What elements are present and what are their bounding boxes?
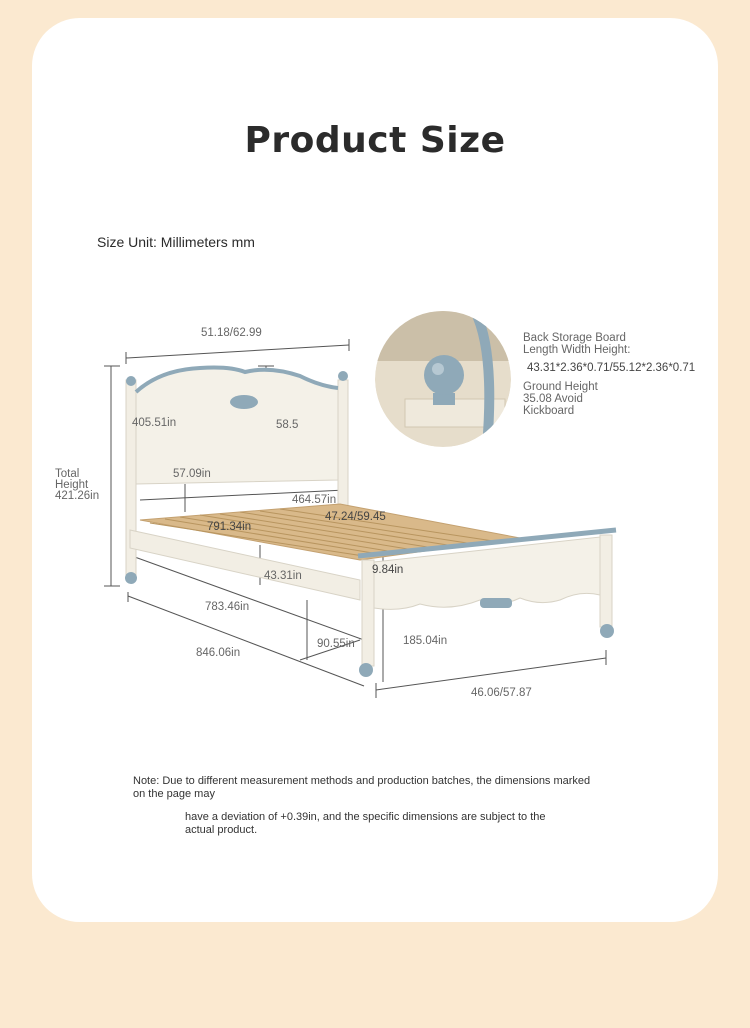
note-line-2: have a deviation of +0.39in, and the specific dimensions are subject to the actual product. (185, 811, 546, 836)
footboard-height-label: 185.04in (403, 635, 448, 647)
foot-height-label: 90.55in (317, 638, 355, 650)
storage-board-values: 43.31*2.36*0.71/55.12*2.36*0.71 (527, 362, 696, 374)
storage-board-title: Back Storage Board Length Width Height: (523, 332, 631, 356)
footboard-gap-label: 9.84in (372, 564, 404, 576)
inner-width-label: 47.24/59.45 (325, 511, 386, 523)
rail-length-label: 464.57in (292, 494, 337, 506)
bottom-width-label: 46.06/57.87 (471, 687, 532, 699)
size-unit-label: Size Unit: Millimeters mm (97, 234, 255, 250)
page-title: Product Size (244, 120, 506, 161)
ground-height-label: Ground Height 35.08 Avoid Kickboard (523, 381, 598, 417)
headboard-height-label: 405.51in (132, 417, 177, 429)
side-length-label: 783.46in (205, 601, 250, 613)
mid-rail-label: 43.31in (264, 570, 302, 582)
full-length-label: 846.06in (196, 647, 241, 659)
footboard (358, 530, 616, 677)
slat-length-label: 791.34in (207, 521, 252, 533)
top-width-label: 51.18/62.99 (201, 327, 262, 339)
storage-board-detail (375, 311, 511, 447)
leg-gap-label: 57.09in (173, 468, 211, 480)
total-height-label: Total Height 421.26in (55, 468, 100, 502)
headboard-panel-label: 58.5 (276, 419, 299, 431)
note-line-1: Note: Due to different measurement methods and production batches, the dimensions marked on the page may (133, 775, 591, 800)
